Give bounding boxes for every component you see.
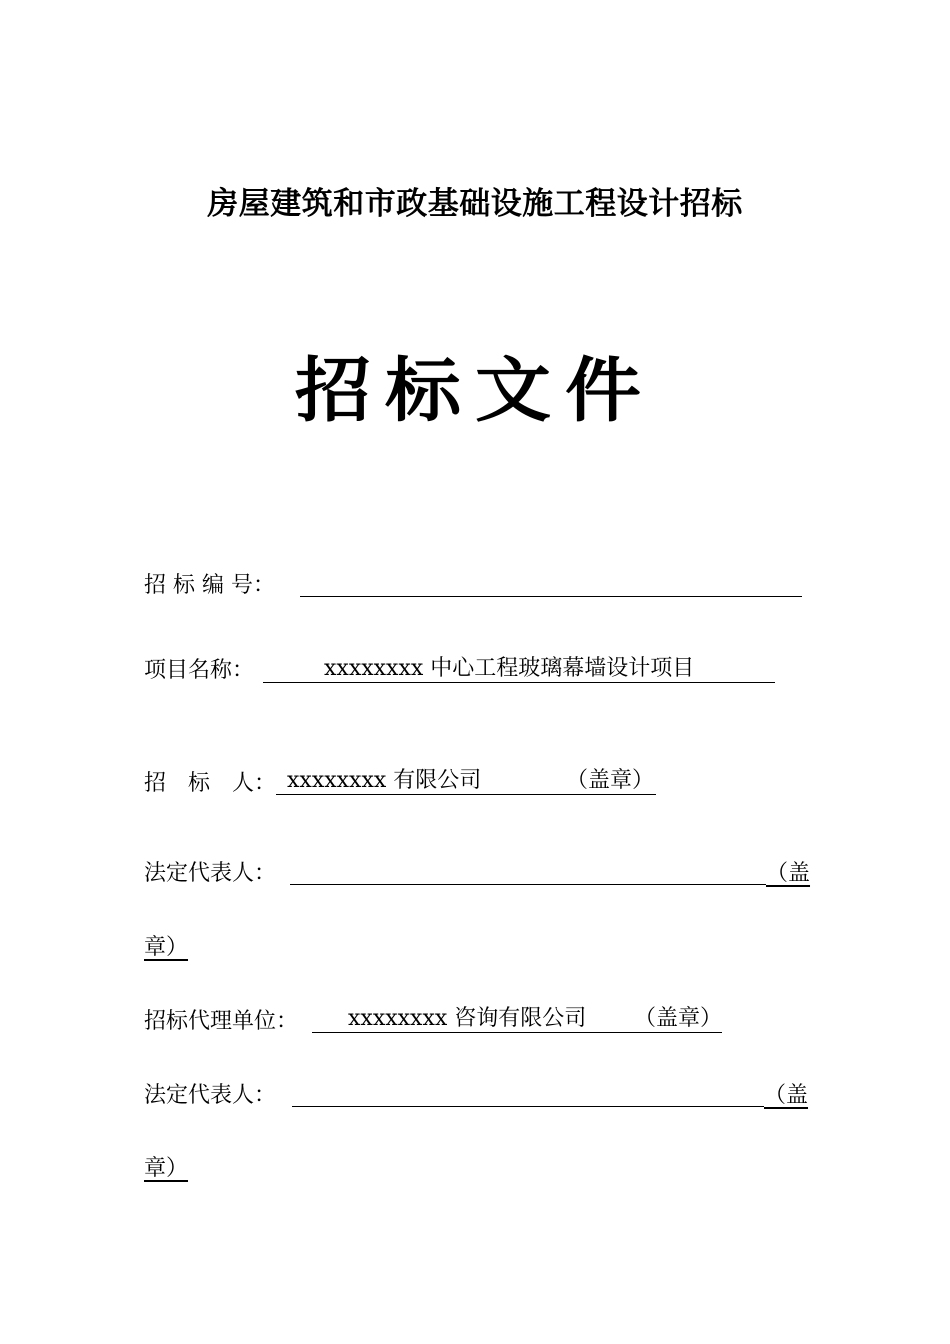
project-name-value: xxxxxxxx 中心工程玻璃幕墙设计项目 [324, 656, 695, 681]
tenderer-value: xxxxxxxx 有限公司 [287, 768, 482, 793]
tenderer-legal-rep-seal-end: 章） [144, 935, 189, 960]
document-subtitle: 房屋建筑和市政基础设施工程设计招标 [207, 186, 743, 222]
agency-label: 招标代理单位： [144, 1009, 299, 1034]
tenderer-legal-rep-seal-start: （盖 [766, 861, 811, 886]
tenderer-field[interactable] [276, 768, 656, 795]
bid-number-label: 招 标 编 号： [144, 573, 275, 598]
tenderer-legal-rep-label: 法定代表人： [144, 861, 277, 886]
tenderer-legal-rep-field[interactable] [290, 858, 766, 885]
agency-value: xxxxxxxx 咨询有限公司 [348, 1006, 587, 1031]
agency-field[interactable] [312, 1006, 722, 1033]
agency-seal-note: （盖章） [634, 1006, 723, 1031]
project-name-field[interactable] [263, 656, 775, 683]
tenderer-seal-note: （盖章） [566, 768, 655, 793]
agency-legal-rep-label: 法定代表人： [144, 1083, 277, 1108]
tenderer-label: 招 标 人： [144, 771, 277, 796]
agency-legal-rep-field[interactable] [292, 1080, 764, 1107]
document-title: 招标文件 [295, 349, 655, 431]
project-name-label: 项目名称： [144, 658, 255, 683]
bid-number-field[interactable] [300, 570, 802, 597]
agency-legal-rep-seal-end: 章） [144, 1156, 189, 1181]
agency-legal-rep-seal-start: （盖 [764, 1083, 809, 1108]
